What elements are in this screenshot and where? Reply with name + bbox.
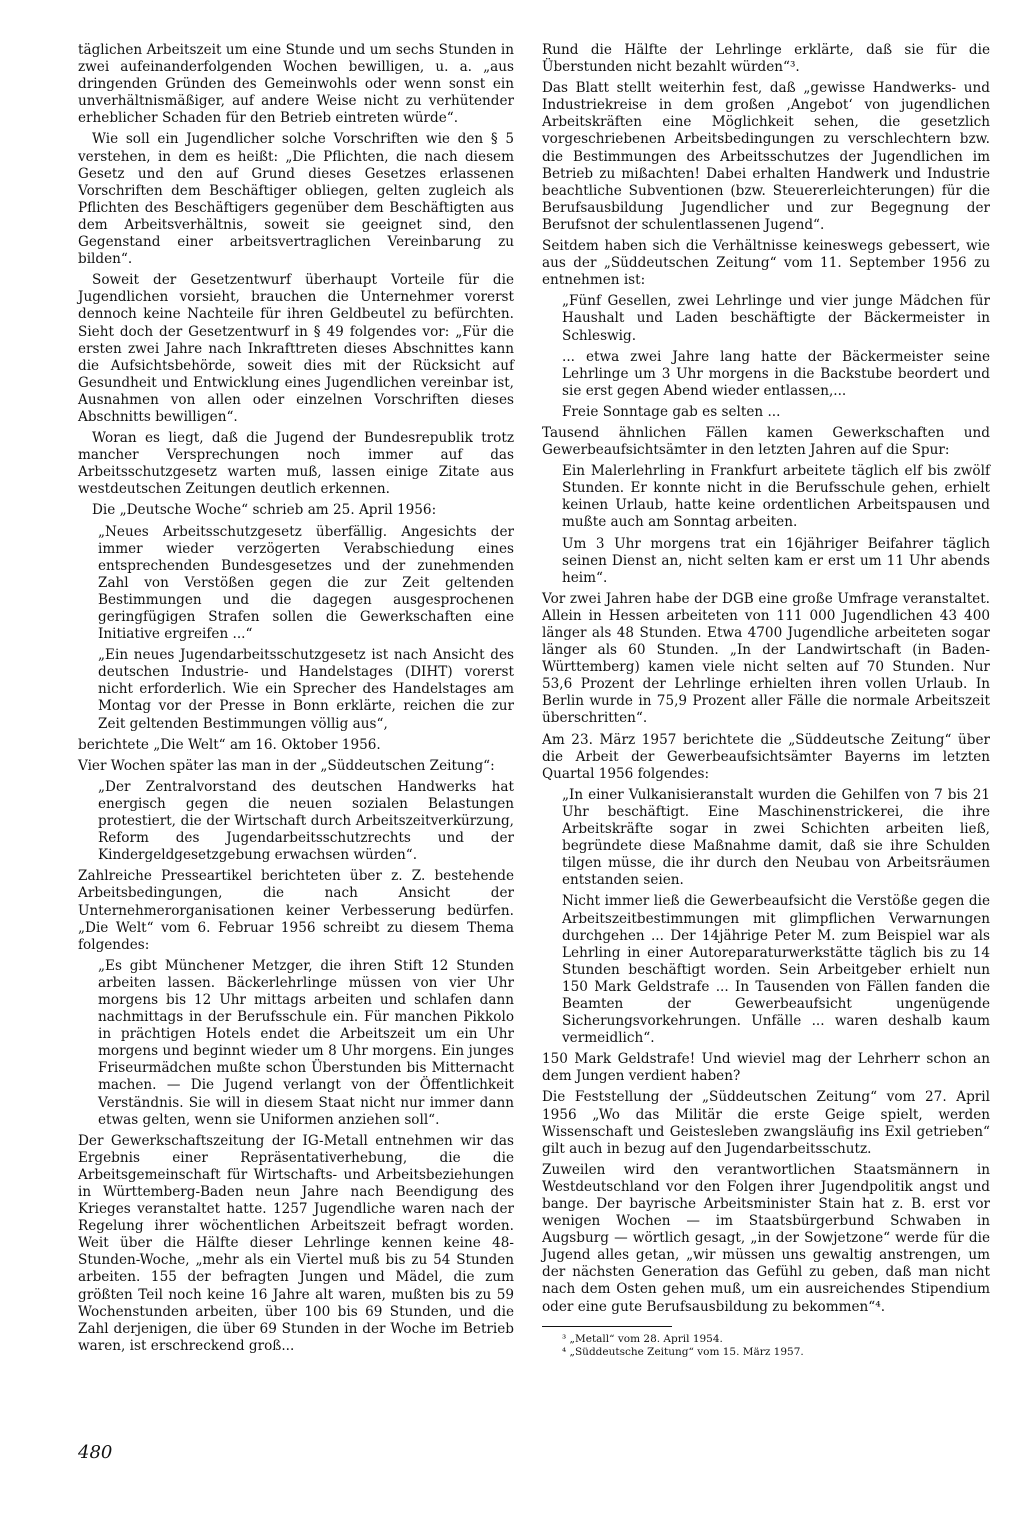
quote-paragraph: „Neues Arbeitsschutzgesetz überfällig. Angesichts der immer wieder verzögerten Verabschiedung eines entsprechenden Bundesgesetzes und der zunehmenden Zahl von Verstößen gegen die zur Zeit geltenden Bestimmungen und die dagegen ausgesprochenen geringfügigen Strafen sollen die Gewerkschaften eine Initiative ergreifen ...“ (98, 523, 514, 643)
paragraph: berichtete „Die Welt“ am 16. Oktober 1956. (78, 736, 381, 753)
paragraph: Vor zwei Jahren habe der DGB eine große Umfrage veranstaltet. Allein in Hessen arbeiteten von 111 000 Jugendlichen 43 400 länger als 48 Stunden. Etwa 4700 Jugendliche arbeiteten sogar länger als 60 Stunden. „In der Landwirtschaft (in Baden-Württemberg) kamen viele nicht selten auf 70 Stunden. Nur 53,6 Prozent der Lehrlinge erhielten ihren vollen Urlaub. In Berlin wurde in 75,9 Prozent aller Fälle die normale Arbeitszeit überschritten“. (542, 590, 990, 727)
paragraph: Das Blatt stellt weiterhin fest, daß „gewisse Handwerks- und Industriekreise in dem großen ‚Angebot‘ von jugendlichen Arbeitskräften eine Möglichkeit sehen, die gesetzlich vorgeschriebenen Arbeitsbedingungen zu verschlechtern bzw. die Bestimmungen des Arbeitsschutzes der Jugendlichen im Betrieb zu mißachten! Dabei erhalten Handwerk und Industrie beachtliche Subventionen (bzw. Steuererleichterungen) für die Berufsausbildung Jugendlicher und zur Begegnung der Berufsnot der schulentlassenen Jugend“. (542, 80, 990, 233)
left-column (78, 42, 514, 1359)
quote-paragraph: Ein Malerlehrling in Frankfurt arbeitete täglich elf bis zwölf Stunden. Er konnte nicht in die Berufsschule gehen, erhielt keinen Urlaub, hatte keine ordentlichen Arbeitspausen und mußte auch am Sonntag arbeiten. (562, 463, 990, 531)
paragraph: Woran es liegt, daß die Jugend der Bundesrepublik trotz mancher Versprechungen noch immer auf das Arbeitsschutzgesetz warten muß, lassen einige Zitate aus westdeutschen Zeitungen deutlich erkennen. (78, 430, 514, 498)
paragraph: Vier Wochen später las man in der „Süddeutschen Zeitung“: (78, 757, 495, 774)
paragraph: Soweit der Gesetzentwurf überhaupt Vorteile für die Jugendlichen vorsieht, brauchen die Unternehmer vorerst dennoch keine Nachteile für ihren Geldbeutel zu befürchten. Sieht doch der Gesetzentwurf in § 49 folgendes vor: „Für die ersten zwei Jahre nach Inkrafttreten dieses Abschnittes kann die Aufsichtsbehörde, soweit dies mit der Rücksicht auf Gesundheit und Entwicklung eines Jugendlichen vereinbar ist, Ausnahmen von allen oder einzelnen Vorschriften dieses Abschnitts bewilligen“. (78, 272, 514, 425)
quote-paragraph: „Ein neues Jugendarbeitsschutzgesetz ist nach Ansicht des deutschen Industrie- und Handelstages (DIHT) vorerst nicht erforderlich. Wie ein Sprecher des Handelstages am Montag vor der Presse in Bonn erklärte, reichen die zur Zeit geltenden Bestimmungen völlig aus“, (98, 647, 514, 732)
quote-paragraph: Freie Sonntage gab es selten ... (562, 403, 781, 420)
paragraph: Der Gewerkschaftszeitung der IG-Metall entnehmen wir das Ergebnis einer Repräsentativerhebung, die die Arbeitsgemeinschaft für Wirtschafts- und Arbeitsbeziehungen in Württemberg-Baden neun Jahre nach Beendigung des Krieges veranstaltet hatte. 1257 Jugendliche waren nach der Regelung ihrer wöchentlichen Arbeitszeit befragt worden. Weit über die Hälfte dieser Lehrlinge kennen keine 48-Stunden-Woche, „mehr als ein Viertel muß bis zu 54 Stunden arbeiten. 155 der befragten Jungen und Mädel, die zum größten Teil noch keine 16 Jahre alt waren, mußten bis zu 59 Wochenstunden arbeiten, über 100 bis 69 Stunden, und die Zahl derjenigen, die über 69 Stunden in der Woche im Betrieb waren, ist erschreckend groß... (78, 1132, 514, 1354)
quote-paragraph: „Fünf Gesellen, zwei Lehrlinge und vier junge Mädchen für Haushalt und Laden beschäftigte der Bäckermeister in Schleswig. (562, 293, 990, 344)
paragraph: Am 23. März 1957 berichtete die „Süddeutsche Zeitung“ über die Arbeit der Gewerbeaufsichtsämter Bayerns im letzten Quartal 1956 folgendes: (542, 731, 990, 782)
quote-paragraph: „Es gibt Münchener Metzger, die ihren Stift 12 Stunden arbeiten lassen. Bäckerlehrlinge müssen von vier Uhr morgens bis 12 Uhr mittags arbeiten und schlafen dann nachmittags in der Berufsschule ein. Für manchen Pikkolo in prächtigen Hotels endet die Arbeitszeit um ein Uhr morgens und beginnt wieder um 8 Uhr morgens. Ein junges Friseurmädchen mußte schon Überstunden bis Mitternacht machen. — Die Jugend verlangt von der Öffentlichkeit Verständnis. Sie will in diesem Staat nicht nur immer dann etwas gelten, wenn sie Uniformen anziehen soll“. (98, 957, 514, 1128)
paragraph: Wie soll ein Jugendlicher solche Vorschriften wie den § 5 verstehen, in dem es heißt: „Die Pflichten, die nach diesem Gesetz und den auf Grund dieses Gesetzes erlassenen Vorschriften dem Beschäftiger obliegen, gelten zugleich als Pflichten des Beschäftigers gegenüber dem Beschäftigten aus dem Arbeitsverhältnis, soweit sie geeignet sind, den Gegenstand einer arbeitsvertraglichen Vereinbarung zu bilden“. (78, 131, 514, 268)
footnote: ³ „Metall“ vom 28. April 1954. (562, 1332, 723, 1345)
quote-paragraph: Um 3 Uhr morgens trat ein 16jähriger Beifahrer täglich seinen Dienst an, nicht selten kam er erst um 11 Uhr abends heim“. (562, 535, 990, 586)
paragraph: Zahlreiche Presseartikel berichteten über z. Z. bestehende Arbeitsbedingungen, die nach Ansicht der Unternehmerorganisationen keiner Verbesserung bedürfen. „Die Welt“ vom 6. Februar 1956 schreibt zu diesem Thema folgendes: (78, 868, 514, 953)
quote-paragraph: ... etwa zwei Jahre lang hatte der Bäckermeister seine Lehrlinge um 3 Uhr morgens in die Backstube beordert und sie erst gegen Abend wieder entlassen,... (562, 348, 990, 399)
paragraph: täglichen Arbeitszeit um eine Stunde und um sechs Stunden in zwei aufeinanderfolgenden Wochen bewilligen, u. a. „aus dringenden Gründen des Gemeinwohls oder wenn sonst ein unverhältnismäßiger, auf andere Weise nicht zu verhütender erheblicher Schaden für den Betrieb eintreten würde“. (78, 42, 514, 127)
paragraph: Tausend ähnlichen Fällen kamen Gewerkschaften und Gewerbeaufsichtsämter in den letzten Jahren auf die Spur: (542, 424, 990, 459)
page-number: 480 (78, 1442, 113, 1463)
paragraph: Die „Deutsche Woche“ schrieb am 25. April 1956: (92, 502, 437, 519)
quote-paragraph: „In einer Vulkanisieranstalt wurden die Gehilfen von 7 bis 21 Uhr beschäftigt. Eine Maschinenstrickerei, die ihre Arbeitskräfte sogar in zwei Schichten arbeiten ließ, begründete diese Maßnahme damit, daß sie ihre Schulden tilgen müsse, die ihr durch den Neubau von Arbeitsräumen entstanden seien. (562, 786, 990, 889)
quote-paragraph: „Der Zentralvorstand des deutschen Handwerks hat energisch gegen die neuen sozialen Belastungen protestiert, die der Wirtschaft durch Arbeitszeitverkürzung, Reform des Jugendarbeitsschutzrechts und der Kindergeldgesetzgebung erwachsen würden“. (98, 778, 514, 864)
paragraph: Seitdem haben sich die Verhältnisse keineswegs gebessert, wie aus der „Süddeutschen Zeitung“ vom 11. September 1956 zu entnehmen ist: (542, 238, 990, 289)
right-column (542, 42, 990, 1359)
footnotes (542, 1326, 804, 1359)
paragraph: Die Feststellung der „Süddeutschen Zeitung“ vom 27. April 1956 „Wo das Militär die erste Geige spielt, werden Wissenschaft und Geistesleben zwangsläufig ins Exil getrieben“ gilt auch in bezug auf den Jugendarbeitsschutz. (542, 1089, 990, 1157)
paragraph: 150 Mark Geldstrafe! Und wieviel mag der Lehrherr schon an dem Jungen verdient haben? (542, 1051, 990, 1085)
paragraph: Zuweilen wird den verantwortlichen Staatsmännern in Westdeutschland vor den Folgen ihrer Jugendpolitik angst und bange. Der bayrische Arbeitsminister Stain hat z. B. erst vor wenigen Wochen — im Staatsbürgerbund Schwaben in Augsburg — wörtlich gesagt, „in der Sowjetzone“ werde für die Jugend alles getan, „wir müssen uns gewaltig anstrengen, um der nächsten Generation das Gefühl zu geben, daß man nicht nach dem Osten gehen muß, um ein ausreichendes Stipendium oder eine gute Berufsausbildung zu bekommen“⁴. (542, 1161, 990, 1315)
paragraph: Rund die Hälfte der Lehrlinge erklärte, daß sie für die Überstunden nicht bezahlt würden“³. (542, 42, 990, 76)
quote-paragraph: Nicht immer ließ die Gewerbeaufsicht die Verstöße gegen die Arbeitszeitbestimmungen mit glimpflichen Verwarnungen durchgehen ... Der 14jährige Peter M. zum Beispiel war als Lehrling in einer Autoreparaturwerkstätte täglich bis zu 14 Stunden beschäftigt worden. Sein Arbeitgeber erhielt nun 150 Mark Geldstrafe ... In Tausenden von Fällen fanden die Beamten der Gewerbeaufsicht ungenügende Sicherungsvorkehrungen. Unfälle ... waren deshalb kaum vermeidlich“. (562, 893, 990, 1047)
footnote: ⁴ „Süddeutsche Zeitung“ vom 15. März 1957. (562, 1345, 804, 1358)
